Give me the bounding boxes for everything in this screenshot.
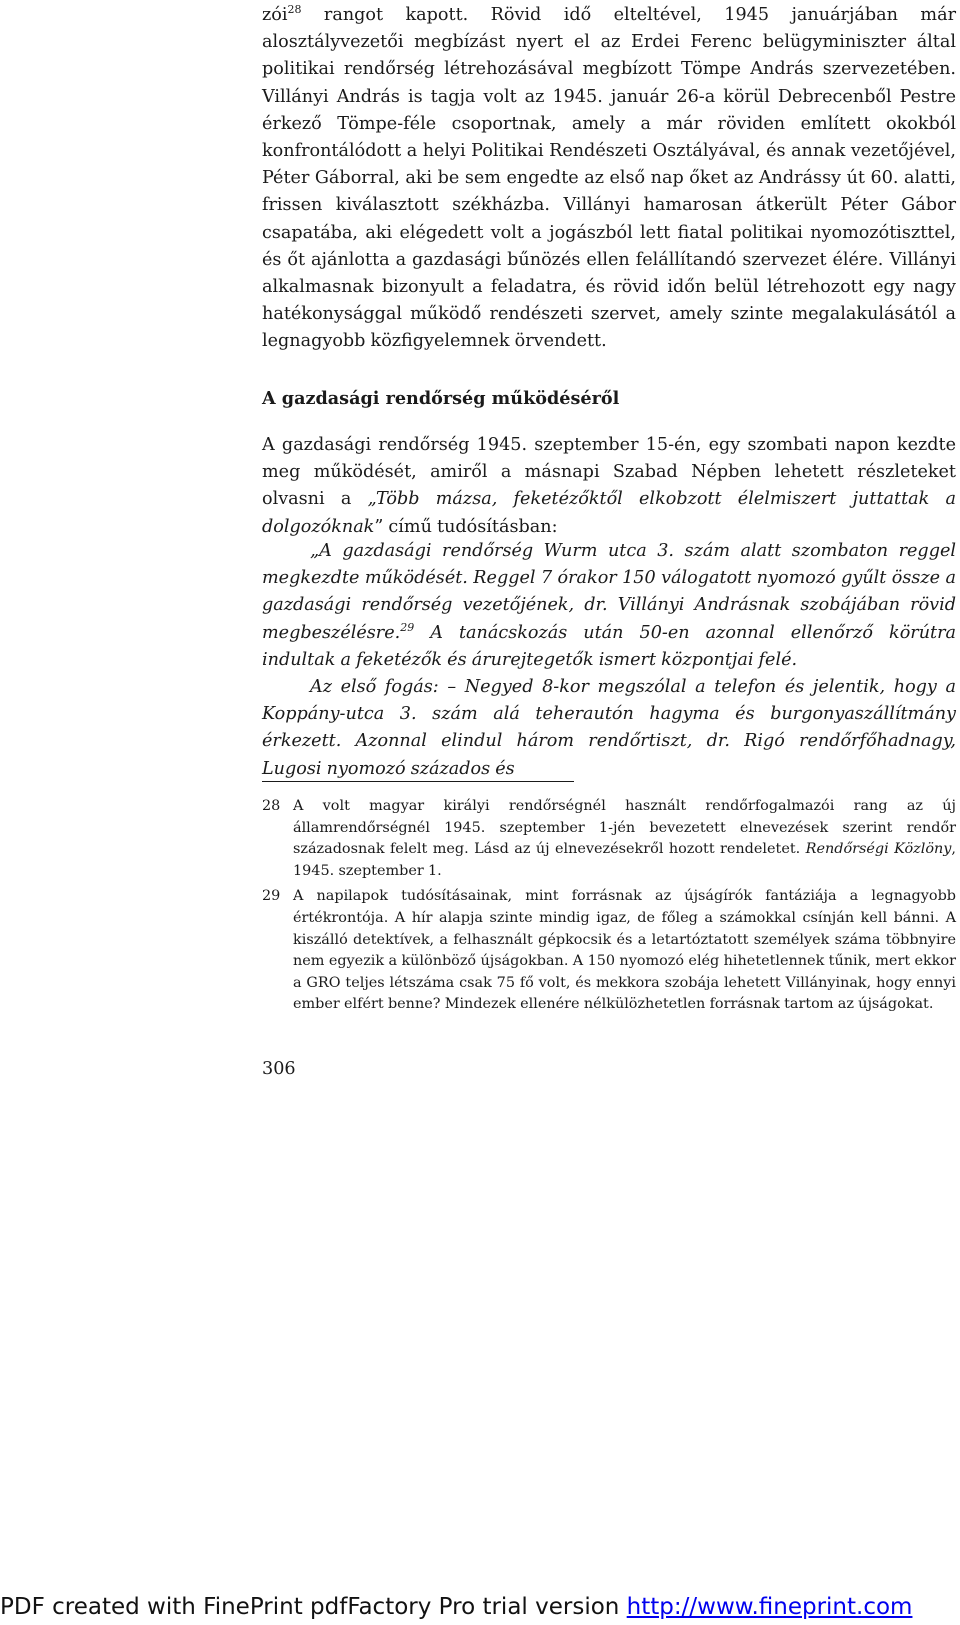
journal-title: Rendőrségi Közlöny <box>805 841 952 858</box>
block-quote <box>262 538 956 783</box>
footnote-divider <box>262 781 574 782</box>
text-run: A volt magyar királyi rendőrségnél használt rendőrfogalmazói rang az új államrendőrségnél 1945. szeptember 1-jén bevezetett elnevezések szerint rendőr századosnak felelt meg. Lásd az új elnevezésekről hozott rendeletet. <box>293 798 956 858</box>
body-paragraph-intro <box>262 2 956 356</box>
article-title: „Több mázsa, feketézőktől elkobzott élelmiszert juttattak a dolgozóknak <box>262 489 957 537</box>
text-run: zói <box>262 5 288 25</box>
pdf-watermark <box>0 1592 960 1622</box>
fineprint-link[interactable]: http://www.fineprint.com <box>626 1594 913 1620</box>
section-heading: A gazdasági rendőrség működéséről <box>262 388 620 409</box>
quote-paragraph-2: Az első fogás: – Negyed 8-kor megszólal a telefon és jelentik, hogy a Koppány-utca 3. szám alá teherautón hagyma és burgonyaszállítmány érkezett. Azonnal elindul három rendőrtiszt, dr. Rigó rendőrfőhadnagy, Lugosi nyomozó százados és <box>262 677 956 779</box>
text-run: rangot kapott. Rövid idő elteltével, 1945 januárjában már alosztályvezetői megbízást nyert el az Erdei Ferenc belügyminiszter által politikai rendőrség létrehozásával megbízott Tömpe András szervezetében. Villányi András is tagja volt az 1945. január 26-a körül Debrecenből Pestre érkező Tömpe-féle csoportnak, amely a már röviden említett okokból konfrontálódott a helyi Politikai Rendészeti Osztályával, és annak vezetőjével, Péter Gáborral, aki be sem engedte az első nap őket az Andrássy út 60. alatti, frissen kiválasztott székházba. Villányi hamarosan átkerült Péter Gábor csapatába, aki elégedett volt a jogászból lett fiatal politikai nyomozótiszttel, és őt ajánlotta a gazdasági bűnözés ellen felállítandó szervezet élére. Villányi alkalmasnak bizonyult a feladatra, és rövid időn belül létrehozott egy nagy hatékonysággal működő rendészeti szervet, amely szinte megalakulásától a legnagyobb közfigyelemnek örvendett. <box>262 5 956 352</box>
text-run: A tanácskozás után 50-en azonnal ellenőrző körútra indultak a feketézők és árurejtegetők ismert központjai felé. <box>262 622 956 670</box>
footnote-ref-29[interactable]: 29 <box>400 620 415 634</box>
footnote-text: A napilapok tudósításainak, mint forrásnak az újságírók fantáziája a legnagyobb értékrontója. A hír alapja szinte mindig igaz, de főleg a számokkal csínján kell bánni. A kiszálló detektívek, a felhasznált gépkocsik és a letartóztatott személyek száma többnyire nem egyezik a különböző újságokban. A 150 nyomozó elég hihetetlennek tűnik, mert ekkor a GRO teljes létszáma csak 75 fő volt, és mekkora szobája lehetett Villányinak, hogy ennyi ember elfért benne? Mindezek ellenére nélkülözhetetlen forrásnak tartom az újságokat. <box>293 888 956 1013</box>
quote-paragraph-1 <box>262 538 956 674</box>
footnote-text <box>293 796 956 882</box>
text-run: , 1945. szeptember 1. <box>293 841 956 879</box>
text-run: „A gazdasági rendőrség Wurm utca 3. szám alatt szombaton reggel megkezdte működését. Reggel 7 órakor 150 válogatott nyomozó gyűlt össze a gazdasági rendőrség vezetőjének, dr. Villányi Andrásnak szobájában rövid megbeszélésre. <box>262 541 956 643</box>
body-paragraph-section <box>262 432 956 541</box>
page-number: 306 <box>262 1059 296 1079</box>
footnote-ref-28[interactable]: 28 <box>287 3 302 17</box>
footnote-number: 29 <box>262 888 281 905</box>
watermark-text: PDF created with FinePrint pdfFactory Pro trial version <box>0 1594 627 1620</box>
text-run: A gazdasági rendőrség 1945. szeptember 15-én, egy szombati napon kezdte meg működését, amiről a másnapi Szabad Népben lehetett részleteket olvasni a <box>262 435 956 510</box>
footnote-28 <box>262 796 956 882</box>
text-run: ” című tudósításban: <box>374 516 558 537</box>
footnotes <box>262 796 956 1020</box>
footnote-29 <box>262 886 956 1016</box>
footnote-number: 28 <box>262 798 281 814</box>
